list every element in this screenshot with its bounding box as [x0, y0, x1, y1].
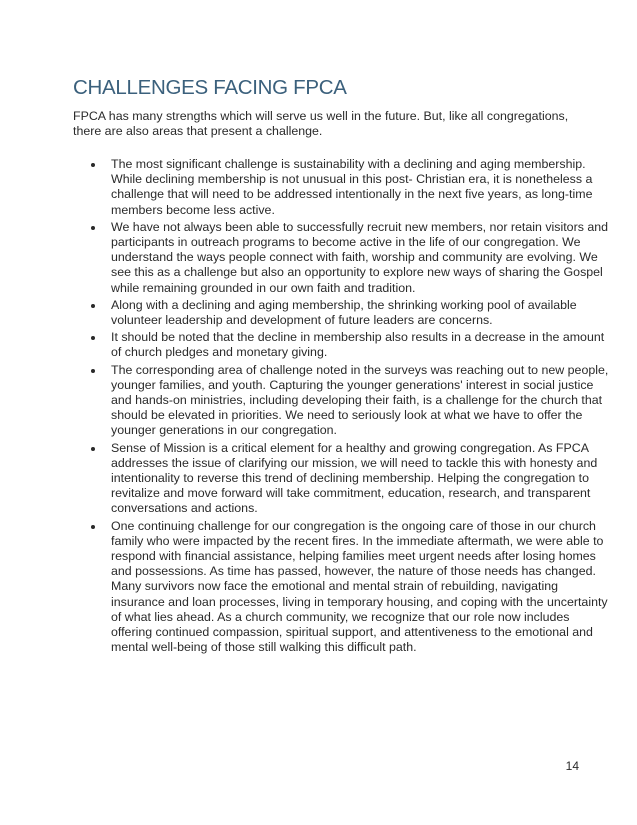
list-item: [111, 363, 611, 439]
bullet-icon: [91, 304, 95, 308]
bullet-icon: [91, 163, 95, 167]
list-item: [111, 298, 611, 328]
page-title: CHALLENGES FACING FPCA: [73, 76, 347, 99]
bullet-icon: [91, 369, 95, 373]
list-item: [111, 441, 611, 517]
list-item-text: Along with a declining and aging membership, the shrinking working pool of available volunteer leadership and development of future leaders are concerns.: [111, 297, 577, 328]
list-item-text: We have not always been able to successfully recruit new members, nor retain visitors and participants in outreach programs to become active in the life of our congregation. We understand the ways people connect with faith, worship and community are evolving. We see this as a challenge but also an opportunity to explore new ways of sharing the Gospel while remaining grounded in our own faith and tradition.: [111, 219, 609, 295]
bullet-icon: [91, 226, 95, 230]
list-item-text: The corresponding area of challenge noted in the surveys was reaching out to new people, younger families, and youth. Capturing the younger generations' interest in social justice and hands-on ministries, including developing their faith, is a challenge for the church that should be elevated in priorities. We need to seriously look at what we have to offer the younger generations in our congregation.: [111, 362, 609, 438]
list-item: [111, 330, 611, 360]
challenges-list: [90, 157, 611, 658]
bullet-icon: [91, 336, 95, 340]
list-item: [111, 519, 611, 656]
list-item: [111, 220, 611, 296]
bullet-icon: [91, 447, 95, 451]
list-item-text: One continuing challenge for our congregation is the ongoing care of those in our church family who were impacted by the recent fires. In the immediate aftermath, we were able to respond with financial assistance, helping families meet urgent needs after losing homes and possessions. As time has passed, however, the nature of those needs has changed. Many survivors now face the emotional and mental strain of rebuilding, navigating insurance and loan processes, living in temporary housing, and coping with the uncertainty of what lies ahead. As a church community, we recognize that our role now includes offering continued compassion, spiritual support, and attentiveness to the emotional and mental well-being of those still walking this difficult path.: [111, 518, 608, 655]
page-number: 14: [565, 759, 579, 773]
bullet-icon: [91, 525, 95, 529]
intro-paragraph: FPCA has many strengths which will serve us well in the future. But, like all congregations, there are also areas that present a challenge.: [73, 109, 569, 139]
list-item-text: Sense of Mission is a critical element for a healthy and growing congregation. As FPCA addresses the issue of clarifying our mission, we will need to tackle this with honesty and intentionality to reverse this trend of declining membership. Helping the congregation to revitalize and move forward will take commitment, education, research, and transparent conversations and actions.: [111, 440, 598, 516]
list-item-text: The most significant challenge is sustainability with a declining and aging membership. While declining membership is not unusual in this post- Christian era, it is nonetheless a challenge that will need to be addressed intentionally in the next five years, as long-time members become less active.: [111, 157, 593, 217]
list-item-text: It should be noted that the decline in membership also results in a decrease in the amount of church pledges and monetary giving.: [111, 330, 605, 360]
list-item: [111, 157, 611, 218]
